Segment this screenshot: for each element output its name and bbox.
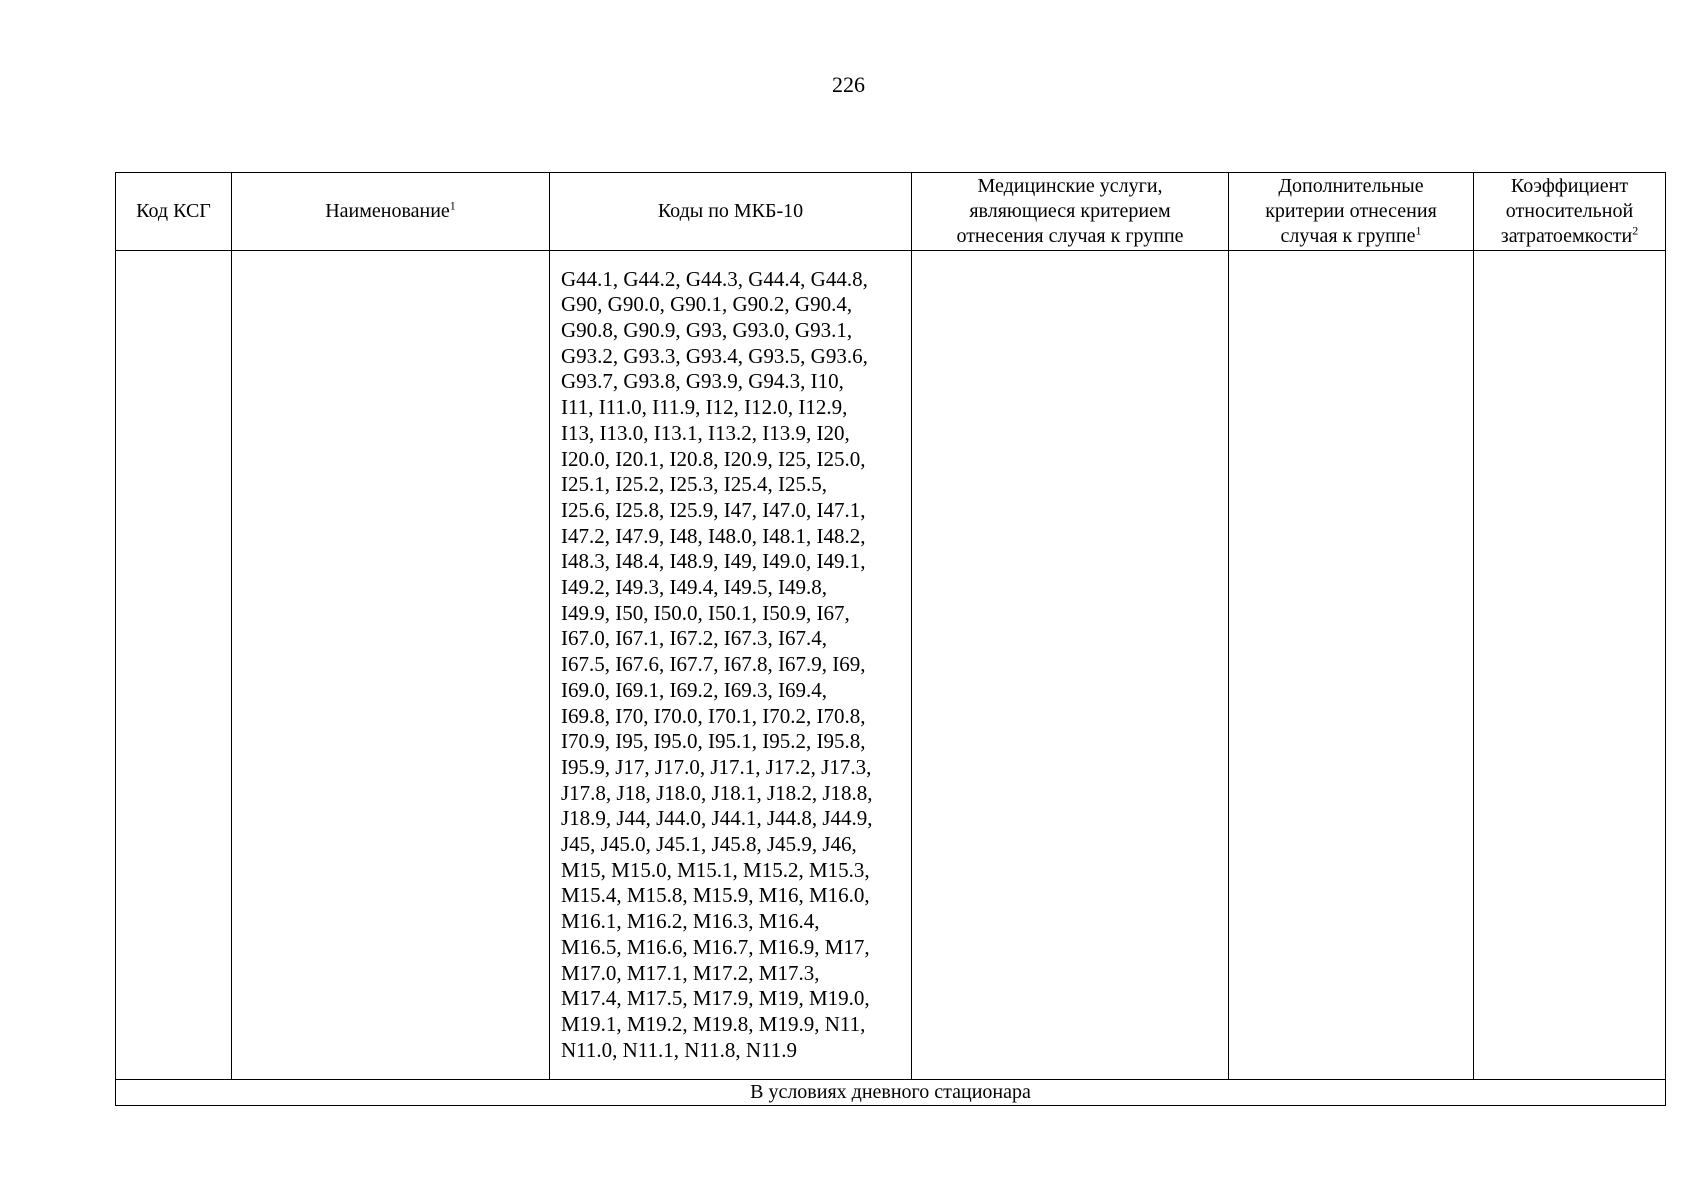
header-medical-services [912, 173, 1229, 251]
icd-code-line: I49.9, I50, I50.0, I50.1, I50.9, I67, [561, 600, 850, 625]
icd-code-line: M15, M15.0, M15.1, M15.2, M15.3, [561, 857, 870, 882]
header-line: являющиеся критерием [969, 200, 1171, 222]
header-line: Дополнительные [1278, 175, 1424, 197]
icd-code-line: J17.8, J18, J18.0, J18.1, J18.2, J18.8, [561, 780, 873, 805]
header-line: случая к группе [1280, 225, 1416, 247]
icd-code-line: I69.0, I69.1, I69.2, I69.3, I69.4, [561, 677, 827, 702]
icd-code-line: G90, G90.0, G90.1, G90.2, G90.4, [561, 292, 853, 317]
icd-code-line: J45, J45.0, J45.1, J45.8, J45.9, J46, [561, 832, 857, 857]
icd-code-line: G90.8, G90.9, G93, G93.0, G93.1, [561, 318, 853, 342]
header-line: критерии отнесения [1265, 200, 1437, 222]
icd-code-line: I13, I13.0, I13.1, I13.2, I13.9, I20, [561, 420, 850, 445]
header-code: Код КСГ [116, 173, 232, 251]
icd-code-line: I49.2, I49.3, I49.4, I49.5, I49.8, [561, 575, 827, 600]
ksg-table [115, 172, 1666, 1106]
icd-code-line: M15.4, M15.8, M15.9, M16, M16.0, [561, 883, 870, 908]
header-line: отнесения случая к группе [956, 225, 1184, 247]
icd-code-line: G93.2, G93.3, G93.4, G93.5, G93.6, [561, 343, 868, 368]
footnote-mark: 1 [449, 198, 456, 213]
header-extra-criteria [1229, 173, 1474, 251]
icd-code-line: I20.0, I20.1, I20.8, I20.9, I25, I25.0, [561, 446, 866, 471]
icd-code-line: I95.9, J17, J17.0, J17.1, J17.2, J17.3, [561, 754, 872, 779]
icd-code-line: I69.8, I70, I70.0, I70.1, I70.2, I70.8, [561, 703, 866, 728]
section-row [116, 1080, 1666, 1106]
cell-name [232, 251, 550, 1080]
header-line: затратоемкости [1500, 225, 1633, 247]
icd-code-line: M16.5, M16.6, M16.7, M16.9, M17, [561, 934, 870, 959]
icd-code-line: G93.7, G93.8, G93.9, G94.3, I10, [561, 369, 844, 394]
icd-code-line: J18.9, J44, J44.0, J44.1, J44.8, J44.9, [561, 806, 873, 831]
cell-medical-services [912, 251, 1229, 1080]
cell-icd-codes [550, 251, 912, 1080]
icd-code-line: I67.5, I67.6, I67.7, I67.8, I67.9, I69, [561, 652, 866, 677]
icd-code-line: I11, I11.0, I11.9, I12, I12.0, I12.9, [561, 395, 848, 420]
header-name: Наименование$^1$ [232, 173, 550, 251]
header-line: относительной [1505, 200, 1634, 222]
icd-code-line: M17.4, M17.5, M17.9, M19, M19.0, [561, 986, 870, 1011]
icd-code-line: I48.3, I48.4, I48.9, I49, I49.0, I49.1, [561, 549, 866, 574]
table-header-row [116, 173, 1666, 251]
section-title: В условиях дневного стационара [116, 1080, 1666, 1106]
footnote-mark: 1 [1415, 223, 1422, 238]
icd-code-line: N11.0, N11.1, N11.8, N11.9 [561, 1037, 798, 1062]
icd-code-line: I25.6, I25.8, I25.9, I47, I47.0, I47.1, [561, 497, 866, 522]
header-line: Коэффициент [1510, 175, 1629, 197]
icd-code-line: M16.1, M16.2, M16.3, M16.4, [561, 909, 820, 934]
header-icd-codes: Коды по МКБ-10 [550, 173, 912, 251]
table-row [116, 251, 1666, 1080]
header-line: Медицинские услуги, [977, 175, 1163, 197]
icd-code-line: M19.1, M19.2, M19.8, M19.9, N11, [561, 1011, 866, 1036]
icd-code-line: M17.0, M17.1, M17.2, M17.3, [561, 960, 820, 985]
icd-code-line: I47.2, I47.9, I48, I48.0, I48.1, I48.2, [561, 523, 866, 548]
header-coefficient [1474, 173, 1666, 251]
page-number: 226 [832, 72, 865, 97]
footnote-mark: 2 [1632, 223, 1639, 238]
icd-code-line: I67.0, I67.1, I67.2, I67.3, I67.4, [561, 626, 827, 651]
cell-extra-criteria [1229, 251, 1474, 1080]
cell-code [116, 251, 232, 1080]
icd-code-line: G44.1, G44.2, G44.3, G44.4, G44.8, [561, 266, 868, 291]
cell-coefficient [1474, 251, 1666, 1080]
icd-code-line: I70.9, I95, I95.0, I95.1, I95.2, I95.8, [561, 729, 866, 754]
icd-code-line: I25.1, I25.2, I25.3, I25.4, I25.5, [561, 472, 827, 497]
